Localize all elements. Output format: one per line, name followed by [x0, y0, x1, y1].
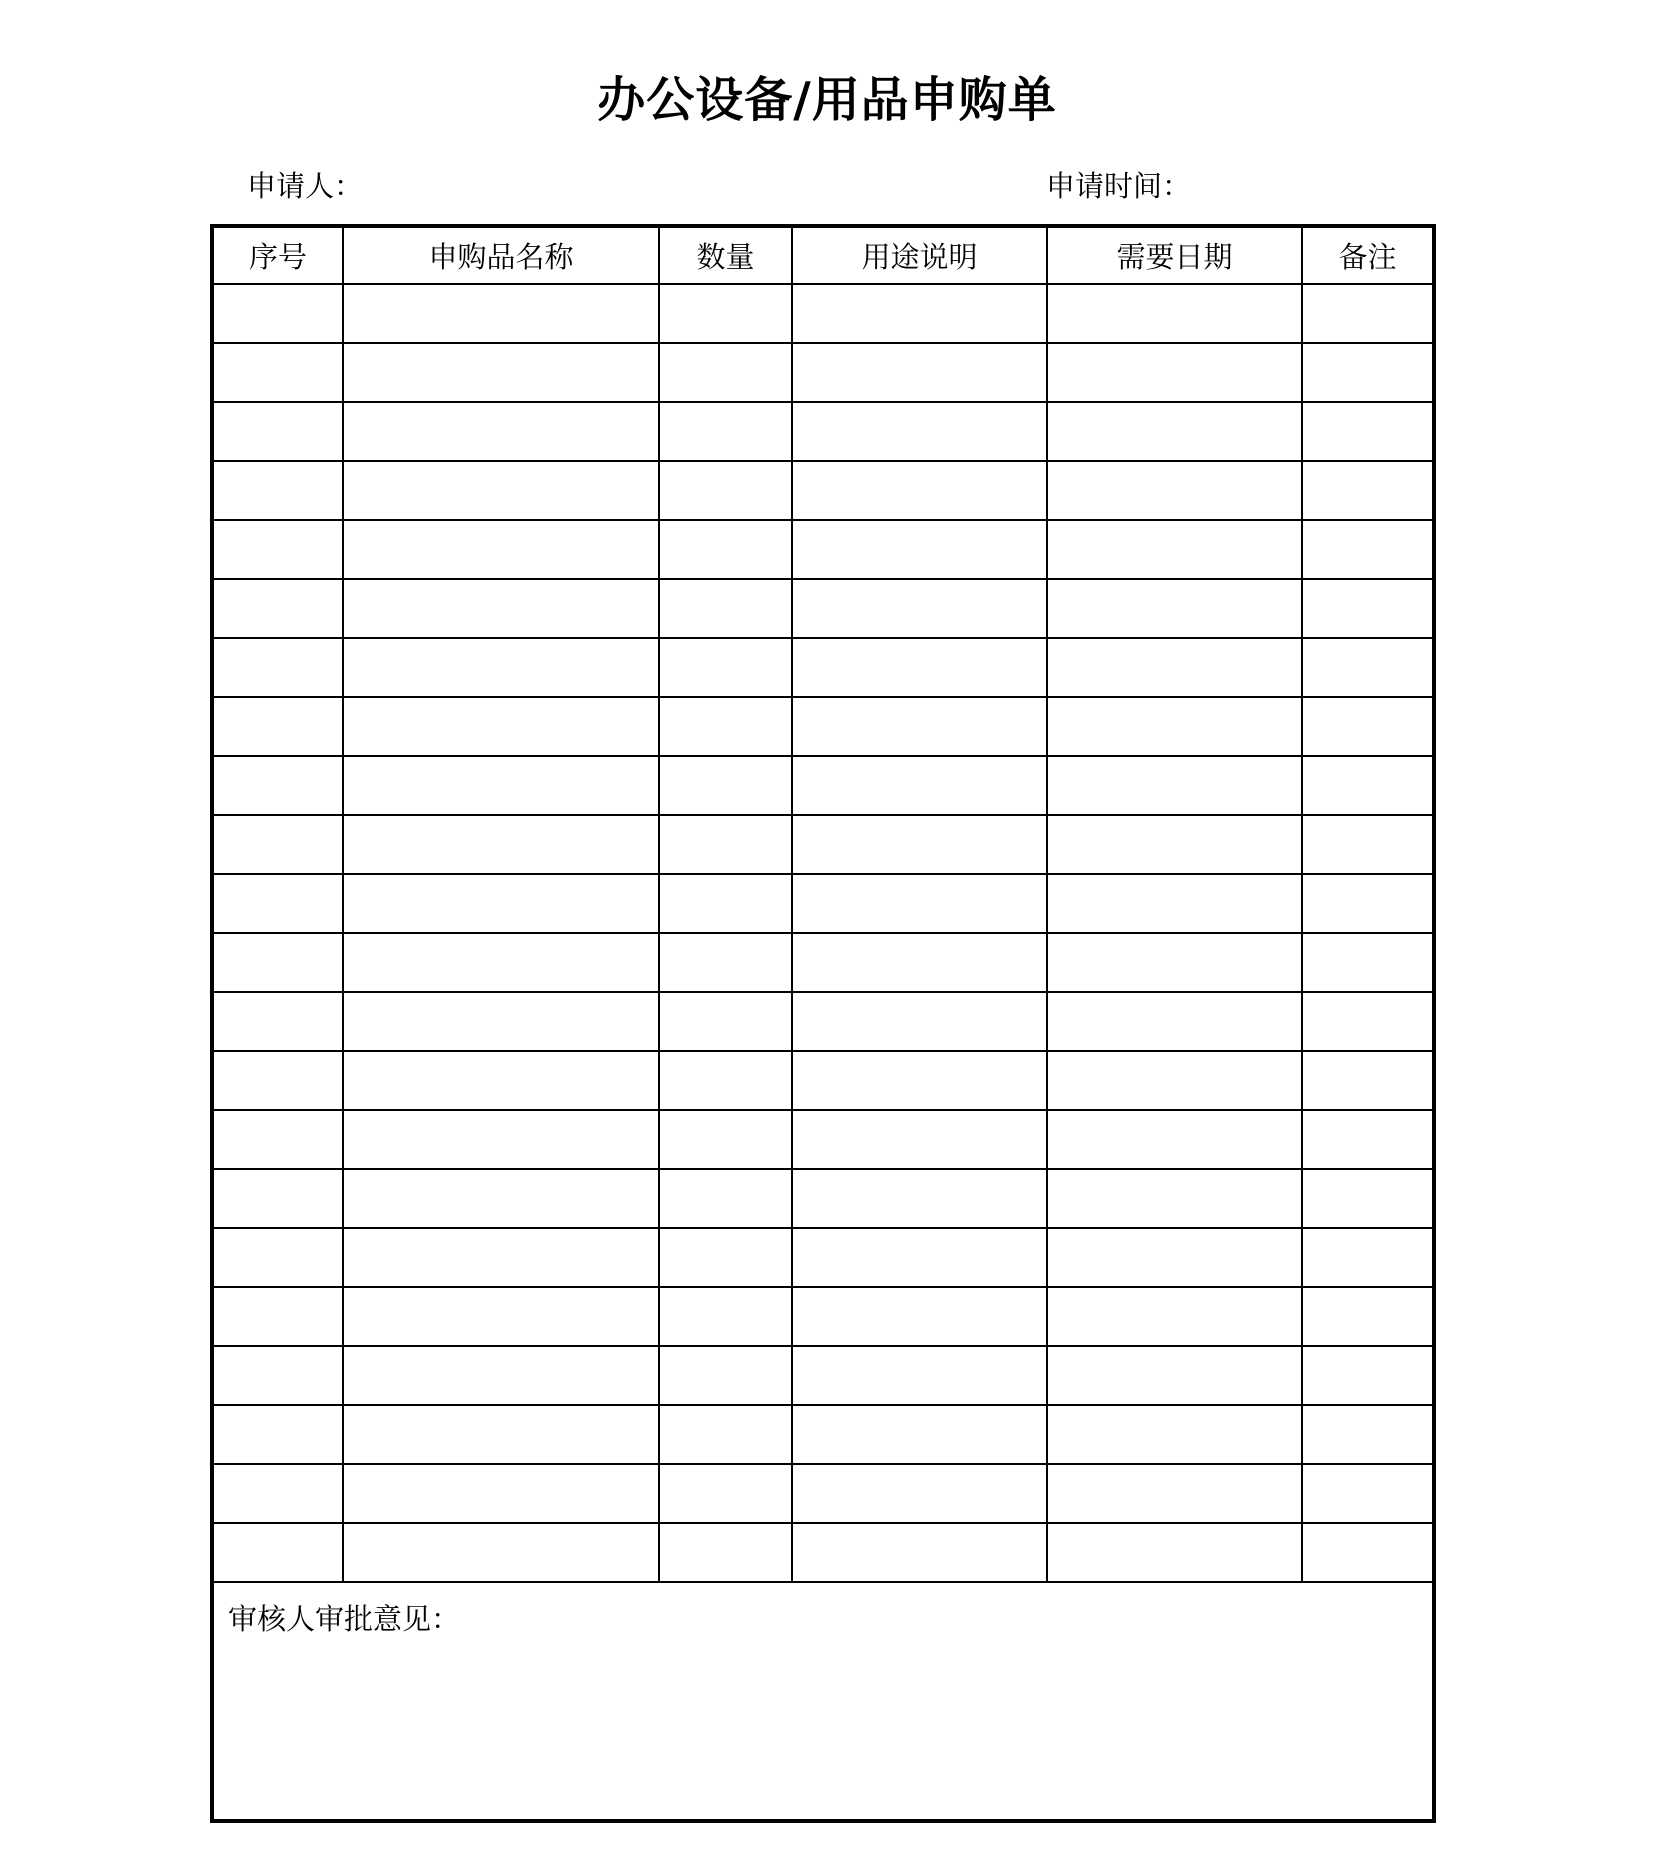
cell-purpose[interactable]	[792, 1169, 1047, 1228]
cell-item-name[interactable]	[343, 1228, 659, 1287]
cell-remarks[interactable]	[1302, 1523, 1434, 1582]
form-title: 办公设备/用品申购单	[597, 72, 1057, 128]
cell-item-name[interactable]	[343, 992, 659, 1051]
table-row	[212, 638, 1434, 697]
cell-purpose[interactable]	[792, 520, 1047, 579]
cell-quantity[interactable]	[659, 697, 792, 756]
cell-purpose[interactable]	[792, 1523, 1047, 1582]
cell-quantity[interactable]	[659, 520, 792, 579]
cell-remarks[interactable]	[1302, 697, 1434, 756]
cell-required-date[interactable]	[1047, 461, 1302, 520]
cell-quantity[interactable]	[659, 756, 792, 815]
cell-quantity[interactable]	[659, 992, 792, 1051]
table-row	[212, 874, 1434, 933]
cell-purpose[interactable]	[792, 1051, 1047, 1110]
cell-remarks[interactable]	[1302, 1051, 1434, 1110]
cell-index[interactable]	[212, 697, 343, 756]
cell-required-date[interactable]	[1047, 992, 1302, 1051]
cell-quantity[interactable]	[659, 815, 792, 874]
cell-quantity[interactable]	[659, 1464, 792, 1523]
cell-quantity[interactable]	[659, 1110, 792, 1169]
cell-quantity[interactable]	[659, 579, 792, 638]
cell-quantity[interactable]	[659, 1287, 792, 1346]
header-index: 序号	[212, 226, 343, 284]
table-row	[212, 1051, 1434, 1110]
cell-item-name[interactable]	[343, 1110, 659, 1169]
cell-purpose[interactable]	[792, 461, 1047, 520]
cell-quantity[interactable]	[659, 1051, 792, 1110]
cell-index[interactable]	[212, 815, 343, 874]
cell-index[interactable]	[212, 1346, 343, 1405]
review-row	[212, 1582, 1434, 1821]
table-row	[212, 1346, 1434, 1405]
cell-required-date[interactable]	[1047, 756, 1302, 815]
cell-purpose[interactable]	[792, 343, 1047, 402]
table-row	[212, 284, 1434, 343]
cell-index[interactable]	[212, 638, 343, 697]
cell-required-date[interactable]	[1047, 1405, 1302, 1464]
cell-item-name[interactable]	[343, 343, 659, 402]
table-row	[212, 992, 1434, 1051]
cell-item-name[interactable]	[343, 1287, 659, 1346]
cell-item-name[interactable]	[343, 874, 659, 933]
cell-remarks[interactable]	[1302, 402, 1434, 461]
table-row	[212, 815, 1434, 874]
cell-remarks[interactable]	[1302, 1405, 1434, 1464]
cell-remarks[interactable]	[1302, 1169, 1434, 1228]
cell-remarks[interactable]	[1302, 815, 1434, 874]
cell-purpose[interactable]	[792, 815, 1047, 874]
table-row	[212, 1464, 1434, 1523]
cell-purpose[interactable]	[792, 284, 1047, 343]
cell-index[interactable]	[212, 1169, 343, 1228]
cell-index[interactable]	[212, 1287, 343, 1346]
header-quantity: 数量	[659, 226, 792, 284]
table-row	[212, 1405, 1434, 1464]
table-row	[212, 756, 1434, 815]
table-body	[212, 284, 1434, 1582]
cell-required-date[interactable]	[1047, 579, 1302, 638]
cell-required-date[interactable]	[1047, 638, 1302, 697]
cell-index[interactable]	[212, 461, 343, 520]
cell-purpose[interactable]	[792, 579, 1047, 638]
cell-remarks[interactable]	[1302, 874, 1434, 933]
cell-item-name[interactable]	[343, 520, 659, 579]
cell-required-date[interactable]	[1047, 1287, 1302, 1346]
cell-required-date[interactable]	[1047, 402, 1302, 461]
cell-item-name[interactable]	[343, 1346, 659, 1405]
cell-purpose[interactable]	[792, 933, 1047, 992]
cell-purpose[interactable]	[792, 1346, 1047, 1405]
cell-item-name[interactable]	[343, 402, 659, 461]
cell-index[interactable]	[212, 1523, 343, 1582]
cell-quantity[interactable]	[659, 343, 792, 402]
cell-index[interactable]	[212, 1464, 343, 1523]
cell-required-date[interactable]	[1047, 1464, 1302, 1523]
cell-remarks[interactable]	[1302, 1287, 1434, 1346]
cell-index[interactable]	[212, 756, 343, 815]
cell-required-date[interactable]	[1047, 520, 1302, 579]
cell-quantity[interactable]	[659, 1228, 792, 1287]
cell-remarks[interactable]	[1302, 343, 1434, 402]
cell-required-date[interactable]	[1047, 933, 1302, 992]
cell-index[interactable]	[212, 992, 343, 1051]
table-row	[212, 461, 1434, 520]
cell-purpose[interactable]	[792, 638, 1047, 697]
cell-required-date[interactable]	[1047, 1346, 1302, 1405]
cell-index[interactable]	[212, 343, 343, 402]
cell-quantity[interactable]	[659, 461, 792, 520]
cell-purpose[interactable]	[792, 874, 1047, 933]
cell-item-name[interactable]	[343, 461, 659, 520]
cell-index[interactable]	[212, 520, 343, 579]
table-row	[212, 1110, 1434, 1169]
cell-remarks[interactable]	[1302, 520, 1434, 579]
cell-required-date[interactable]	[1047, 1110, 1302, 1169]
cell-purpose[interactable]	[792, 1464, 1047, 1523]
cell-item-name[interactable]	[343, 815, 659, 874]
cell-quantity[interactable]	[659, 638, 792, 697]
cell-item-name[interactable]	[343, 1405, 659, 1464]
table-row	[212, 1287, 1434, 1346]
cell-remarks[interactable]	[1302, 1110, 1434, 1169]
header-row	[212, 226, 1434, 284]
cell-quantity[interactable]	[659, 874, 792, 933]
table-row	[212, 1169, 1434, 1228]
table-row	[212, 343, 1434, 402]
cell-purpose[interactable]	[792, 697, 1047, 756]
cell-required-date[interactable]	[1047, 697, 1302, 756]
cell-required-date[interactable]	[1047, 284, 1302, 343]
cell-required-date[interactable]	[1047, 815, 1302, 874]
cell-quantity[interactable]	[659, 402, 792, 461]
table-row	[212, 1228, 1434, 1287]
cell-remarks[interactable]	[1302, 992, 1434, 1051]
cell-remarks[interactable]	[1302, 638, 1434, 697]
cell-index[interactable]	[212, 579, 343, 638]
cell-index[interactable]	[212, 402, 343, 461]
table-row	[212, 1523, 1434, 1582]
cell-item-name[interactable]	[343, 284, 659, 343]
cell-index[interactable]	[212, 933, 343, 992]
cell-item-name[interactable]	[343, 756, 659, 815]
cell-index[interactable]	[212, 1405, 343, 1464]
cell-required-date[interactable]	[1047, 1169, 1302, 1228]
cell-purpose[interactable]	[792, 756, 1047, 815]
cell-remarks[interactable]	[1302, 461, 1434, 520]
header-required-date: 需要日期	[1047, 226, 1302, 284]
cell-purpose[interactable]	[792, 402, 1047, 461]
applicant-label: 申请人：	[247, 169, 364, 203]
cell-quantity[interactable]	[659, 284, 792, 343]
cell-item-name[interactable]	[343, 1051, 659, 1110]
cell-required-date[interactable]	[1047, 874, 1302, 933]
cell-remarks[interactable]	[1302, 1464, 1434, 1523]
header-purpose: 用途说明	[792, 226, 1047, 284]
cell-item-name[interactable]	[343, 697, 659, 756]
table-row	[212, 402, 1434, 461]
cell-remarks[interactable]	[1302, 933, 1434, 992]
cell-index[interactable]	[212, 284, 343, 343]
cell-quantity[interactable]	[659, 933, 792, 992]
table-row	[212, 579, 1434, 638]
table-row	[212, 520, 1434, 579]
cell-item-name[interactable]	[343, 638, 659, 697]
cell-remarks[interactable]	[1302, 1228, 1434, 1287]
cell-item-name[interactable]	[343, 579, 659, 638]
cell-remarks[interactable]	[1302, 579, 1434, 638]
cell-required-date[interactable]	[1047, 1228, 1302, 1287]
cell-index[interactable]	[212, 1228, 343, 1287]
cell-purpose[interactable]	[792, 1228, 1047, 1287]
cell-required-date[interactable]	[1047, 1051, 1302, 1110]
cell-index[interactable]	[212, 874, 343, 933]
purchase-request-table	[210, 224, 1436, 1823]
cell-remarks[interactable]	[1302, 756, 1434, 815]
table-row	[212, 697, 1434, 756]
cell-item-name[interactable]	[343, 933, 659, 992]
cell-quantity[interactable]	[659, 1405, 792, 1464]
apply-time-label: 申请时间：	[1046, 169, 1192, 203]
cell-index[interactable]	[212, 1110, 343, 1169]
cell-purpose[interactable]	[792, 1110, 1047, 1169]
cell-item-name[interactable]	[343, 1464, 659, 1523]
cell-item-name[interactable]	[343, 1169, 659, 1228]
header-item-name: 申购品名称	[343, 226, 659, 284]
cell-required-date[interactable]	[1047, 343, 1302, 402]
cell-remarks[interactable]	[1302, 1346, 1434, 1405]
cell-purpose[interactable]	[792, 1405, 1047, 1464]
cell-index[interactable]	[212, 1051, 343, 1110]
cell-item-name[interactable]	[343, 1523, 659, 1582]
cell-required-date[interactable]	[1047, 1523, 1302, 1582]
cell-quantity[interactable]	[659, 1346, 792, 1405]
table-row	[212, 933, 1434, 992]
review-cell[interactable]	[212, 1582, 1434, 1821]
cell-purpose[interactable]	[792, 992, 1047, 1051]
cell-quantity[interactable]	[659, 1523, 792, 1582]
review-label: 审核人审批意见：	[228, 1602, 461, 1636]
cell-purpose[interactable]	[792, 1287, 1047, 1346]
header-remarks: 备注	[1302, 226, 1434, 284]
cell-quantity[interactable]	[659, 1169, 792, 1228]
cell-remarks[interactable]	[1302, 284, 1434, 343]
